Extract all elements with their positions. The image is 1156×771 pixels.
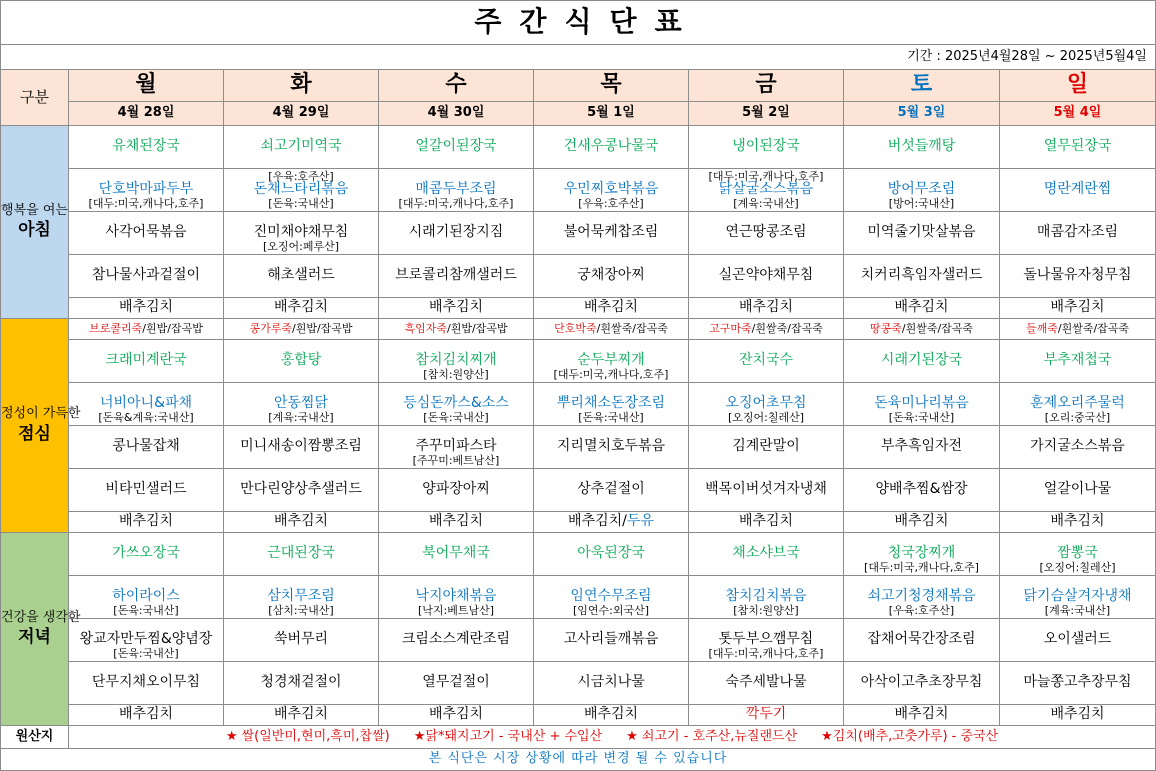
porridge-rest: /흰쌀죽/잡곡죽 [1057,321,1130,335]
dish-name: 뿌리채소돈장조림 [556,395,666,412]
dish-name: 명란계란찜 [1043,181,1112,198]
kimchi-text: 배추김치 [428,706,484,723]
lunch-porridge-1 [224,319,379,340]
dish-name: 크림소스계란조림 [401,631,511,648]
breakfast-dish-0-5 [844,126,1000,169]
lunch-kimchi-5 [844,512,1000,533]
breakfast-dish-2-4 [689,212,844,255]
dinner-label-small: 건강을 생각한 [1,609,81,625]
day-header-4: 금 [689,70,844,102]
kimchi-text: 배추김치 [583,299,639,316]
dish-name: 시래기된장지짐 [408,224,504,241]
breakfast-dish-1-0 [69,169,224,212]
dinner-dish-2-1 [224,619,379,662]
dish-name: 얼갈이된장국 [415,138,497,155]
breakfast-dish-3-4 [689,255,844,298]
lunch-dish-3-2 [379,469,534,512]
dish-origin-note: [돈육:국내산] [268,196,334,210]
lunch-dish-0-3 [534,340,689,383]
porridge-rest: /흰쌀죽/잡곡죽 [901,321,974,335]
dish-origin-note: [낙지:베트남산] [417,603,495,617]
dish-name: 시래기된장국 [880,352,963,369]
dinner-dish-1-6 [1000,576,1156,619]
dish-name: 너비아니&파채 [99,395,193,412]
dish-name: 가쓰오장국 [112,545,180,562]
breakfast-dish-3-5 [844,255,1000,298]
lunch-dish-1-2 [379,383,534,426]
dish-origin-note: [참치:원양산] [423,367,489,381]
lunch-porridge-3 [534,319,689,340]
lunch-porridge-4 [689,319,844,340]
porridge-rest: /흰밥/잡곡밥 [142,321,203,335]
lunch-dish-1-0 [69,383,224,426]
dish-origin-note: [계육:국내산] [1044,603,1111,617]
porridge-special: 땅콩죽 [869,321,902,335]
lunch-kimchi-1 [224,512,379,533]
kimchi-text: 배추김치 [428,299,484,316]
dinner-kimchi-0 [69,705,224,726]
lunch-dish-3-6 [1000,469,1156,512]
lunch-porridge-0 [69,319,224,340]
dish-origin-note: [우육:호주산] [268,170,334,184]
dish-name: 연근땅콩조림 [725,224,807,241]
breakfast-dish-0-0 [69,126,224,169]
breakfast-dish-2-3 [534,212,689,255]
kimchi-extra: 두유 [626,513,654,530]
porridge-rest: /흰쌀죽/잡곡죽 [751,321,823,335]
lunch-dish-2-2 [379,426,534,469]
origin-label: 원산지 [1,726,69,749]
dish-name: 비타민샐러드 [105,481,187,498]
dish-name: 상추겉절이 [577,481,645,498]
dish-name: 건새우콩나물국 [563,138,659,155]
dish-name: 아삭이고추초장무침 [860,674,983,691]
lunch-dish-2-5 [844,426,1000,469]
dish-name: 채소샤브국 [732,545,800,562]
dinner-dish-0-0 [69,533,224,576]
day-header-6: 일 [1000,70,1156,102]
dish-name: 참치김치찌개 [415,352,497,369]
lunch-dish-3-3 [534,469,689,512]
dish-name: 열무된장국 [1043,138,1112,155]
breakfast-dish-1-2 [379,169,534,212]
lunch-dish-1-3 [534,383,689,426]
breakfast-dish-3-3 [534,255,689,298]
kimchi-text: 배추김치 [894,299,949,316]
dish-name: 사각어묵볶음 [105,224,187,241]
dish-name: 쇠고기청경채볶음 [867,588,976,605]
breakfast-label-small: 행복을 여는 [1,202,68,218]
dish-name: 근대된장국 [267,545,335,562]
lunch-dish-3-5 [844,469,1000,512]
dish-origin-note: [대두:미국,캐나다,호주] [88,196,204,210]
dinner-dish-0-6 [1000,533,1156,576]
day-header-5: 토 [844,70,1000,102]
kimchi-text: 배추김치 [894,706,949,723]
dish-name: 순두부찌개 [577,352,645,369]
dish-origin-note: [대두:미국,캐나다,호주] [708,170,824,184]
dinner-dish-2-3 [534,619,689,662]
dish-name: 버섯들깨탕 [887,138,956,155]
dish-name: 돈채느타리볶음 [253,181,349,198]
breakfast-label-big: 아침 [18,220,51,241]
dish-origin-note: [우육:호주산] [888,603,955,617]
dish-name: 짬뽕국 [1057,545,1098,562]
dinner-dish-0-4 [689,533,844,576]
origin-item: ★닭*돼지고기 - 국내산 + 수입산 [413,728,603,744]
lunch-dish-0-1 [224,340,379,383]
day-header-2: 수 [379,70,534,102]
dish-name: 브로콜리참깨샐러드 [395,267,517,284]
dinner-dish-3-1 [224,662,379,705]
dish-name: 얼갈이나물 [1043,481,1112,498]
dish-name: 홍합탕 [280,352,322,369]
dish-name: 콩나물잡채 [112,438,180,455]
origin-item: ★ 쌀(일반미,현미,흑미,찹쌀) [225,728,390,744]
breakfast-dish-0-1 [224,126,379,169]
dish-name: 하이라이스 [112,588,180,605]
dish-name: 오이샐러드 [1043,631,1112,648]
period-text: 기간 : 2025년4월28일 ~ 2025년5월4일 [1,45,1156,70]
date-header-2: 4월 30일 [379,102,534,126]
day-header-1: 화 [224,70,379,102]
breakfast-dish-2-1 [224,212,379,255]
day-header-3: 목 [534,70,689,102]
dish-name: 고사리들깨볶음 [563,631,659,648]
page-title: 주간식단표 [1,1,1156,45]
breakfast-kimchi-6 [1000,298,1156,319]
porridge-rest: /흰쌀죽/잡곡죽 [596,321,668,335]
dinner-dish-3-5 [844,662,1000,705]
dinner-dish-3-3 [534,662,689,705]
origin-item: ★ 쇠고기 - 호주산,뉴질랜드산 [626,728,798,744]
kimchi-text: 배추김치 [738,513,794,530]
kimchi-text: 배추김치 [428,513,484,530]
dish-name: 진미채야채무침 [253,224,349,241]
dish-origin-note: [돈육&계육:국내산] [98,410,194,424]
dish-name: 오징어초무침 [725,395,807,412]
porridge-special: 단호박죽 [554,321,597,335]
lunch-label [1,319,81,533]
dinner-dish-0-2 [379,533,534,576]
breakfast-dish-3-6 [1000,255,1156,298]
date-header-3: 5월 1일 [534,102,689,126]
dinner-kimchi-4 [689,705,844,726]
dish-name: 방어무조림 [887,181,956,198]
breakfast-dish-1-3 [534,169,689,212]
date-header-4: 5월 2일 [689,102,844,126]
dish-name: 미니새송이짬뽕조림 [240,438,362,455]
dish-origin-note: [주꾸미:베트남산] [412,453,500,467]
breakfast-dish-3-0 [69,255,224,298]
dinner-dish-2-4 [689,619,844,662]
date-header-6: 5월 4일 [1000,102,1156,126]
notice-text: 본 식단은 시장 상황에 따라 변경 될 수 있습니다 [1,749,1156,771]
dish-name: 불어묵케찹조림 [563,224,659,241]
dish-name: 해초샐러드 [267,267,335,284]
breakfast-dish-0-3 [534,126,689,169]
gubun-header: 구분 [1,70,69,126]
breakfast-kimchi-1 [224,298,379,319]
lunch-dish-0-2 [379,340,534,383]
dish-name: 김계란말이 [732,438,800,455]
porridge-rest: /흰밥/잡곡밥 [291,321,353,335]
breakfast-kimchi-2 [379,298,534,319]
kimchi-text: 배추김치 [118,299,174,316]
dinner-dish-2-5 [844,619,1000,662]
breakfast-dish-2-0 [69,212,224,255]
breakfast-dish-1-5 [844,169,1000,212]
dish-origin-note: [대두:미국,캐나다,호주] [708,646,824,660]
lunch-dish-0-0 [69,340,224,383]
dish-name: 돌나물유자청무침 [1023,267,1132,284]
breakfast-dish-2-5 [844,212,1000,255]
dish-name: 잡채어묵간장조림 [867,631,976,648]
breakfast-dish-1-6 [1000,169,1156,212]
dinner-dish-2-0 [69,619,224,662]
day-header-0: 월 [69,70,224,102]
lunch-porridge-5 [844,319,1000,340]
dish-name: 실곤약야채무침 [718,267,814,284]
dish-name: 숙주세발나물 [725,674,807,691]
dish-name: 훈제오리주물럭 [1030,395,1125,412]
kimchi-text: 배추김치 [118,706,174,723]
porridge-special: 흑임자죽 [404,321,447,335]
lunch-dish-0-5 [844,340,1000,383]
dish-name: 우민찌호박볶음 [563,181,659,198]
breakfast-dish-1-4 [689,169,844,212]
dish-name: 만다린양상추샐러드 [240,481,362,498]
lunch-dish-0-4 [689,340,844,383]
porridge-rest: /흰밥/잡곡밥 [446,321,508,335]
lunch-dish-2-3 [534,426,689,469]
dinner-kimchi-3 [534,705,689,726]
breakfast-dish-0-4 [689,126,844,169]
lunch-dish-1-4 [689,383,844,426]
dish-name: 임연수무조림 [570,588,652,605]
dish-name: 닭살굴소스볶음 [718,181,814,198]
lunch-dish-1-6 [1000,383,1156,426]
dinner-dish-0-5 [844,533,1000,576]
dish-name: 부추재첩국 [1043,352,1112,369]
dinner-dish-0-1 [224,533,379,576]
porridge-special: 들깨죽 [1025,321,1058,335]
lunch-kimchi-6 [1000,512,1156,533]
dish-name: 주꾸미파스타 [415,438,497,455]
kimchi-text: 배추김치 [1050,513,1105,530]
dinner-dish-2-2 [379,619,534,662]
dinner-dish-1-3 [534,576,689,619]
origin-item: ★김치(배추,고춧가루) - 중국산 [821,728,999,744]
dish-name: 지리멸치호두볶음 [556,438,666,455]
dish-name: 시금치나물 [577,674,645,691]
lunch-dish-1-5 [844,383,1000,426]
lunch-dish-2-1 [224,426,379,469]
lunch-dish-0-6 [1000,340,1156,383]
date-header-1: 4월 29일 [224,102,379,126]
dinner-dish-1-4 [689,576,844,619]
dish-origin-note: [돈육:국내산] [888,410,955,424]
lunch-label-small: 정성이 가득한 [1,406,81,422]
origin-info [69,726,1156,749]
dish-name: 매콤감자조림 [1036,224,1119,241]
dinner-kimchi-1 [224,705,379,726]
dinner-dish-3-2 [379,662,534,705]
dish-origin-note: [돈육:국내산] [113,603,179,617]
dish-name: 청경채겉절이 [260,674,342,691]
breakfast-dish-3-1 [224,255,379,298]
dinner-dish-1-0 [69,576,224,619]
dish-origin-note: [대두:미국,캐나다,호주] [553,367,669,381]
dish-origin-note: [참치:원양산] [733,603,799,617]
lunch-porridge-2 [379,319,534,340]
kimchi-text: 배추김치 [894,513,949,530]
breakfast-kimchi-4 [689,298,844,319]
dinner-dish-1-1 [224,576,379,619]
breakfast-dish-0-6 [1000,126,1156,169]
lunch-dish-3-4 [689,469,844,512]
lunch-dish-2-6 [1000,426,1156,469]
breakfast-dish-0-2 [379,126,534,169]
kimchi-text: 배추김치 [1050,706,1105,723]
kimchi-text: 배추김치 [273,513,329,530]
dinner-dish-3-4 [689,662,844,705]
dish-name: 가지굴소스볶음 [1030,438,1125,455]
lunch-kimchi-0 [69,512,224,533]
dinner-label [1,533,81,726]
dish-name: 참치김치볶음 [725,588,807,605]
kimchi-text: 깍두기 [745,706,787,723]
dinner-dish-3-0 [69,662,224,705]
lunch-dish-1-1 [224,383,379,426]
dinner-dish-0-3 [534,533,689,576]
dish-name: 백목이버섯겨자냉채 [705,481,827,498]
kimchi-text: 배추김치 [583,706,639,723]
kimchi-text: 배추김치 [273,299,329,316]
lunch-porridge-6 [1000,319,1156,340]
dinner-label-big: 저녁 [18,627,51,648]
dinner-dish-2-6 [1000,619,1156,662]
dish-origin-note: [돈육:국내산] [113,646,179,660]
lunch-kimchi-2 [379,512,534,533]
dish-name: 매콤두부조림 [415,181,497,198]
dinner-dish-1-2 [379,576,534,619]
dish-name: 쑥버무리 [273,631,329,648]
kimchi-text: 배추김치 [273,706,329,723]
dish-name: 열무겉절이 [422,674,490,691]
porridge-special: 브로콜리죽 [89,321,143,335]
dish-name: 양배추찜&쌈장 [875,481,968,498]
date-header-0: 4월 28일 [69,102,224,126]
dish-name: 돈육미나리볶음 [874,395,969,412]
dish-name: 부추흑임자전 [880,438,963,455]
dish-origin-note: [오징어:칠레산] [1039,560,1116,574]
dinner-dish-3-6 [1000,662,1156,705]
dinner-kimchi-5 [844,705,1000,726]
dish-name: 치커리흑임자샐러드 [860,267,983,284]
breakfast-dish-2-2 [379,212,534,255]
lunch-dish-2-0 [69,426,224,469]
breakfast-label [1,126,69,319]
lunch-label-big: 점심 [18,423,51,444]
dish-name: 미역줄기맛살볶음 [867,224,976,241]
kimchi-text: 배추김치 [118,513,174,530]
dish-name: 단호박마파두부 [98,181,194,198]
dish-origin-note: [방어:국내산] [888,196,955,210]
dish-origin-note: [계육:국내산] [733,196,799,210]
dish-origin-note: [오리:중국산] [1044,410,1111,424]
dish-name: 잔치국수 [738,352,794,369]
dish-origin-note: [대두:미국,캐나다,호주] [398,196,514,210]
dish-origin-note: [돈육:국내산] [578,410,644,424]
dish-origin-note: [돈육:국내산] [423,410,489,424]
dish-name: 유채된장국 [112,138,180,155]
kimchi-text: 배추김치 [1050,299,1105,316]
dish-name: 참나물사과겉절이 [91,267,201,284]
dish-name: 낙지야채볶음 [415,588,497,605]
dish-name: 닭기슴살겨자냉채 [1023,588,1132,605]
dish-origin-note: [우육:호주산] [578,196,644,210]
dish-origin-note: [삼치:국내산] [268,603,334,617]
lunch-dish-2-4 [689,426,844,469]
dish-origin-note: [임연수:외국산] [572,603,650,617]
dish-name: 왕교자만두찜&양념장 [79,631,213,648]
dish-name: 톳두부으깸무침 [718,631,814,648]
dish-name: 크래미계란국 [105,352,187,369]
dish-name: 북어무채국 [422,545,490,562]
breakfast-kimchi-5 [844,298,1000,319]
dish-name: 아욱된장국 [577,545,645,562]
dinner-dish-1-5 [844,576,1000,619]
lunch-dish-3-0 [69,469,224,512]
dish-name: 단무지채오이무침 [91,674,201,691]
date-header-5: 5월 3일 [844,102,1000,126]
dish-name: 청국장찌개 [887,545,956,562]
porridge-special: 고구마죽 [709,321,752,335]
dish-name: 안동찜닭 [273,395,329,412]
dish-name: 등심돈까스&소스 [403,395,509,412]
dish-name: 삼치무조림 [267,588,335,605]
kimchi-text: 배추김치/ [568,513,627,530]
lunch-dish-3-1 [224,469,379,512]
dish-name: 냉이된장국 [732,138,800,155]
breakfast-dish-3-2 [379,255,534,298]
porridge-special: 콩가루죽 [249,321,292,335]
dish-name: 마늘쫑고추장무침 [1023,674,1132,691]
dish-origin-note: [대두:미국,캐나다,호주] [864,560,979,574]
dish-origin-note: [오징어:칠레산] [727,410,805,424]
breakfast-kimchi-0 [69,298,224,319]
kimchi-text: 배추김치 [738,299,794,316]
breakfast-kimchi-3 [534,298,689,319]
breakfast-dish-1-1 [224,169,379,212]
lunch-kimchi-3 [534,512,689,533]
dish-name: 양파장아찌 [422,481,490,498]
dish-name: 궁채장아찌 [577,267,645,284]
dinner-kimchi-6 [1000,705,1156,726]
dish-origin-note: [오징어:페루산] [262,239,340,253]
dish-name: 쇠고기미역국 [260,138,342,155]
dinner-kimchi-2 [379,705,534,726]
dish-origin-note: [계육:국내산] [268,410,334,424]
lunch-kimchi-4 [689,512,844,533]
breakfast-dish-2-6 [1000,212,1156,255]
